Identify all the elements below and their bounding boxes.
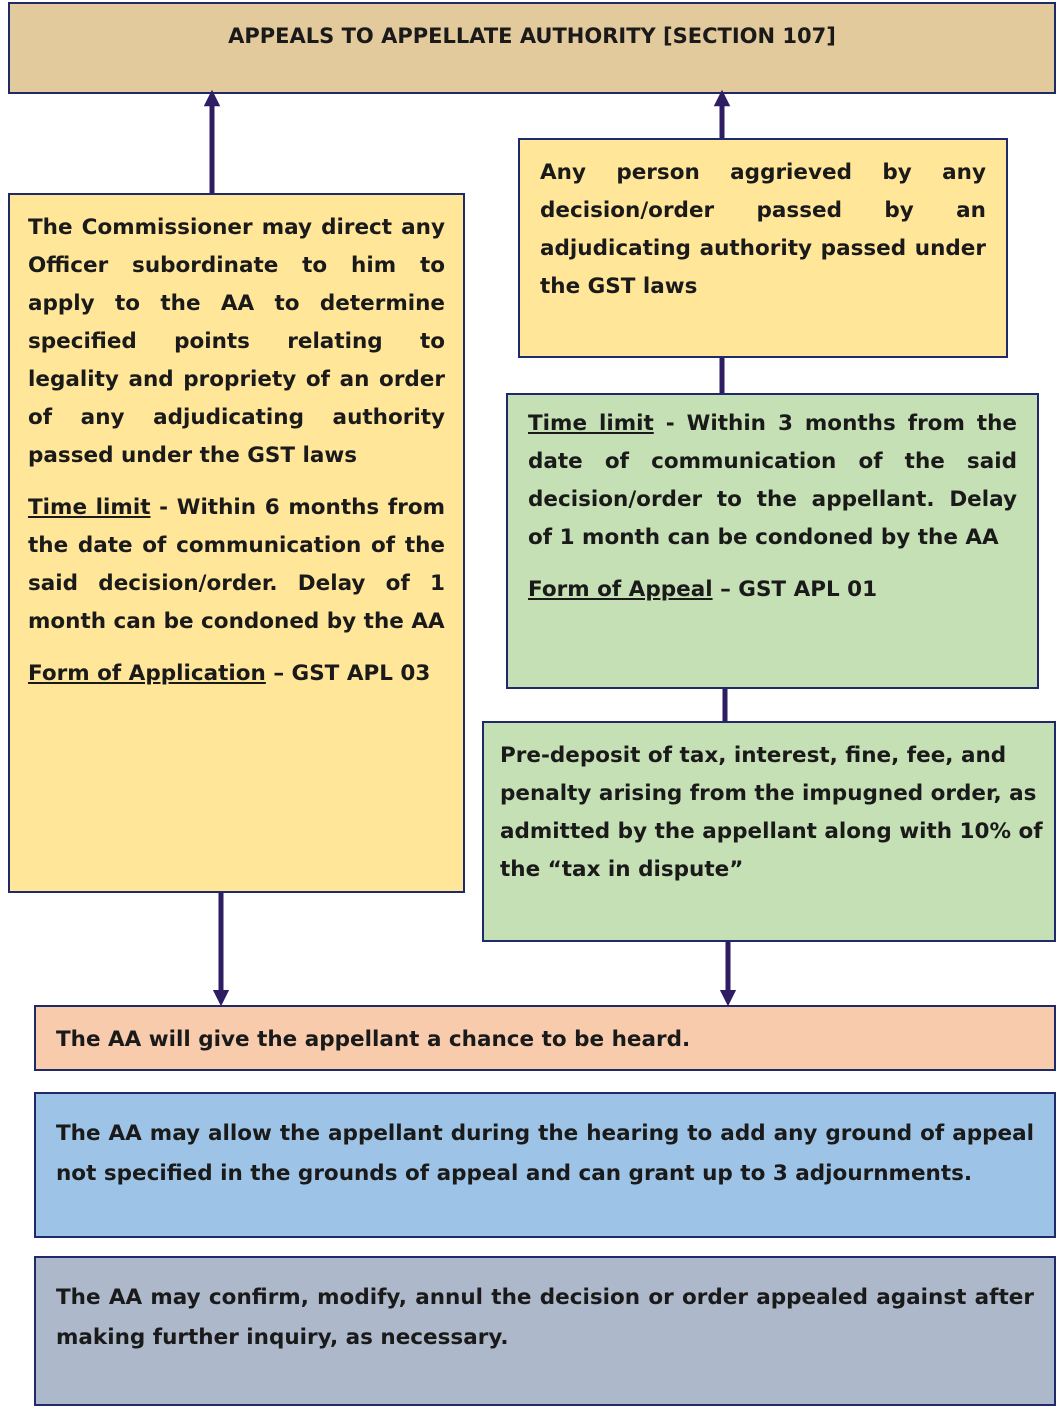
pre-deposit-box — [482, 721, 1056, 942]
left-form-text: – GST APL 03 — [265, 661, 431, 686]
adjournments-box — [34, 1092, 1056, 1238]
left-time-limit-text: - Within 6 months from the date of communication of the said decision/order. Delay of 1 month can be condoned by the AA — [28, 495, 446, 634]
decision-text: The AA may confirm, modify, annul the decision or order appealed against after making further inquiry, as necessary. — [56, 1285, 1034, 1350]
right-form-of-appeal — [528, 571, 1017, 609]
left-time-limit-label: Time limit — [28, 495, 151, 520]
right-time-limit-text: - Within 3 months from the date of communication of the said decision/order to the appellant. Delay of 1 month can be condoned by the AA — [528, 411, 1017, 550]
left-time-limit — [28, 489, 445, 641]
right-form-label: Form of Appeal — [528, 577, 713, 602]
commissioner-direction-box — [8, 193, 465, 893]
adjournments-text: The AA may allow the appellant during the hearing to add any ground of appeal not specified in the grounds of appeal and can grant up to 3 adjournments. — [56, 1121, 1034, 1186]
decision-box — [34, 1256, 1056, 1406]
hearing-text: The AA will give the appellant a chance to be heard. — [56, 1027, 691, 1052]
right-time-limit — [528, 405, 1017, 557]
right-form-text: – GST APL 01 — [712, 577, 878, 602]
hearing-box — [34, 1005, 1056, 1071]
pre-deposit-text: Pre-deposit of tax, interest, fine, fee, and penalty arising from the impugned order, as admitted by the appellant along with 10% of the “tax in dispute” — [500, 743, 1043, 882]
aggrieved-person-text: Any person aggrieved by any decision/order passed by an adjudicating authority passed under the GST laws — [540, 160, 986, 299]
commissioner-direction-text: The Commissioner may direct any Officer subordinate to him to apply to the AA to determine specified points relating to legality and propriety of an order of any adjudicating authority passed under the GST laws — [28, 215, 445, 468]
aggrieved-person-box — [518, 138, 1008, 358]
appeal-time-limit-box — [506, 393, 1039, 689]
page-title: APPEALS TO APPELLATE AUTHORITY [SECTION 107] — [228, 24, 836, 48]
right-time-limit-label: Time limit — [528, 411, 654, 436]
left-form-label: Form of Application — [28, 661, 266, 686]
left-form-of-application — [28, 655, 445, 693]
